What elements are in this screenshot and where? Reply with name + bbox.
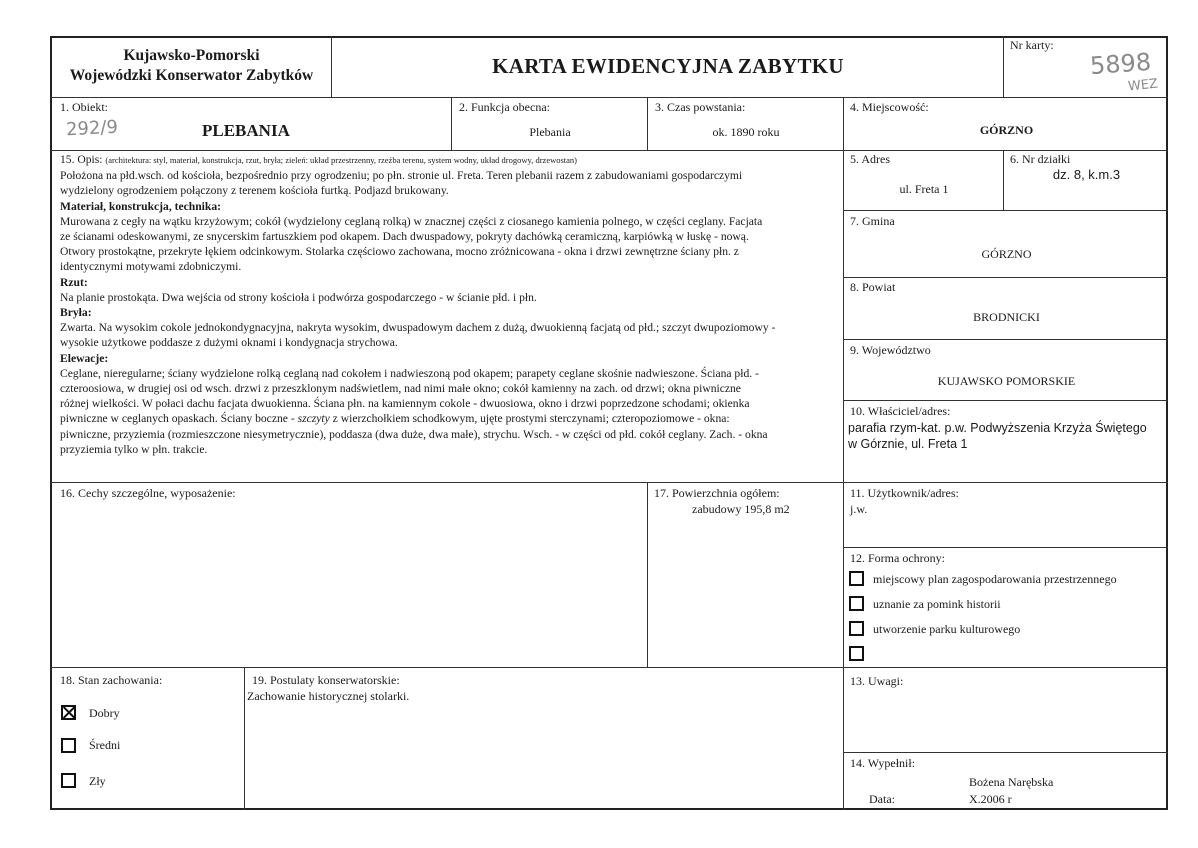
grid-line bbox=[50, 482, 1168, 483]
grid-line bbox=[843, 400, 1168, 401]
opis-text-line: wysokie użytkowe poddasze z dużymi oknami i kondygnacja strychowa. bbox=[60, 336, 398, 350]
grid-line bbox=[647, 482, 648, 667]
grid-line bbox=[843, 277, 1168, 278]
opis-text-line: różnej wielkości. W połaci dachu facjata dwuokienna. Ściana płn. na kamiennym cokole - dwuosiowa, okno i drzwi poprzedzone schodami; okienka bbox=[60, 397, 750, 411]
wypelnil-name: Bożena Narębska bbox=[969, 775, 1054, 789]
opis-text-line: Zwarta. Na wysokim cokole jednokondygnacyjna, nakryta wysokim, dwuspadowym dachem z dużą, dwuokienną facjatą od płd.; szczyt dwupoziomowy - bbox=[60, 321, 776, 335]
czas-value: ok. 1890 roku bbox=[712, 125, 780, 139]
stan-option-zly: Zły bbox=[89, 774, 106, 788]
dzialka-value: dz. 8, k.m.3 bbox=[1052, 167, 1121, 182]
ochrona-option-2: uznanie za pomink historii bbox=[873, 597, 1001, 611]
miejscowosc-label: 4. Miejscowość: bbox=[850, 100, 929, 114]
grid-line bbox=[1003, 150, 1004, 210]
grid-line bbox=[843, 339, 1168, 340]
grid-line bbox=[50, 150, 1168, 151]
grid-line bbox=[843, 210, 1168, 211]
opis-text-line: Położona na płd.wsch. od kościoła, bezpośrednio przy ogrodzeniu; po płn. stronie ul. Freta. Teren plebanii razem z zabudowaniami gospodarczymi bbox=[60, 169, 743, 183]
ochrona-checkbox-1[interactable] bbox=[849, 571, 864, 586]
opis-text-line: piwniczne, przyziemia (rozmieszczone niesymetrycznie), poddasza (dwa duże, dwa małe), strychu. Wsch. - w części od płd. cokół ceglany. Zach. - okna bbox=[60, 427, 768, 441]
wypelnil-label: 14. Wypełnił: bbox=[850, 756, 916, 770]
adres-value: ul. Freta 1 bbox=[899, 182, 949, 196]
opis-text-line: Otwory prostokątne, przekryte łękiem odcinkowym. Stolarka częściowo zachowana, mocno zróżnicowana - okna i drzwi zewnętrzne ściany płn. z bbox=[60, 245, 739, 259]
ochrona-option-3: utworzenie parku kulturowego bbox=[873, 622, 1021, 636]
powiat-label: 8. Powiat bbox=[850, 280, 896, 294]
card-number-handwritten: 5898 bbox=[1089, 47, 1152, 81]
wypelnil-date: X.2006 r bbox=[969, 792, 1012, 806]
stan-option-sredni: Średni bbox=[89, 738, 121, 752]
wojewodztwo-value: KUJAWSKO POMORSKIE bbox=[937, 374, 1076, 388]
grid-line bbox=[451, 97, 452, 150]
ochrona-label: 12. Forma ochrony: bbox=[850, 551, 945, 565]
stan-checkbox-dobry[interactable] bbox=[61, 705, 76, 720]
wypelnil-date-label: Data: bbox=[869, 792, 895, 806]
ochrona-checkbox-4[interactable] bbox=[849, 646, 864, 661]
powiat-value: BRODNICKI bbox=[973, 310, 1040, 324]
opis-heading-rzut: Rzut: bbox=[60, 275, 88, 289]
opis-text-line: wydzielony ogrodzeniem połączony z terenem kościoła furtką. Podjazd brukowany. bbox=[60, 184, 449, 198]
opis-text-line: Na planie prostokąta. Dwa wejścia od strony kościoła i podwórza gospodarczego - w ścianie płd. i płn. bbox=[60, 290, 537, 304]
miejscowosc-value: GÓRZNO bbox=[979, 123, 1034, 137]
stan-option-dobry: Dobry bbox=[89, 706, 120, 720]
grid-line bbox=[843, 547, 1168, 548]
opis-text-line: czteroosiowa, w drugiej osi od wsch. drzwi z przeszklonym nadświetlem, nad nimi małe okno; cokół kamienny na zach. od drzwi; okna piwniczne bbox=[60, 382, 741, 396]
grid-line bbox=[1003, 36, 1004, 97]
grid-line bbox=[244, 667, 245, 810]
uwagi-label: 13. Uwagi: bbox=[850, 674, 904, 688]
ochrona-checkbox-3[interactable] bbox=[849, 621, 864, 636]
wlasciciel-label: 10. Właściciel/adres: bbox=[850, 404, 951, 418]
grid-line bbox=[647, 97, 648, 150]
obiekt-label: 1. Obiekt: bbox=[60, 100, 108, 114]
opis-section bbox=[60, 152, 845, 468]
card-title: KARTA EWIDENCYJNA ZABYTKU bbox=[492, 54, 844, 78]
opis-text-line: ze ścianami odeskowanymi, ze snycerskim fartuszkiem pod okapem. Dach dwuspadowy, pokryty dachówką ceramiczną, karpiówką w łuskę - nową. bbox=[60, 230, 749, 244]
card-number-suffix: WEZ bbox=[1127, 76, 1159, 95]
opis-label: 15. Opis: bbox=[60, 153, 103, 166]
obiekt-ref-handwritten: 292/9 bbox=[65, 116, 119, 141]
opis-text-segment: z wierzchołkiem schodkowym, ujęte prostymi sterczynami; czteropoziomowe - okna: bbox=[329, 412, 730, 426]
stan-checkbox-sredni[interactable] bbox=[61, 738, 76, 753]
powierzchnia-label: 17. Powierzchnia ogółem: bbox=[654, 486, 780, 500]
opis-heading-bryla: Bryła: bbox=[60, 306, 92, 320]
ochrona-checkbox-2[interactable] bbox=[849, 596, 864, 611]
powierzchnia-value: zabudowy 195,8 m2 bbox=[692, 502, 790, 516]
wlasciciel-line1: parafia rzym-kat. p.w. Podwyższenia Krzyża Świętego bbox=[848, 421, 1147, 435]
opis-text-italic: szczyty bbox=[297, 412, 330, 426]
stan-label: 18. Stan zachowania: bbox=[60, 673, 163, 687]
postulaty-label: 19. Postulaty konserwatorskie: bbox=[252, 673, 400, 687]
grid-line bbox=[843, 752, 1168, 753]
wlasciciel-line2: w Górznie, ul. Freta 1 bbox=[848, 437, 968, 451]
card-number-label: Nr karty: bbox=[1010, 38, 1054, 52]
opis-text-line: identycznymi motywami zdobniczymi. bbox=[60, 260, 242, 274]
postulaty-value: Zachowanie historycznej stolarki. bbox=[247, 689, 410, 703]
funkcja-value: Plebania bbox=[529, 125, 571, 139]
opis-text-segment: piwniczne w ceglanych opaskach. Ściany boczne - bbox=[60, 412, 298, 426]
grid-line bbox=[331, 36, 332, 97]
czas-label: 3. Czas powstania: bbox=[655, 100, 746, 114]
adres-label: 5. Adres bbox=[850, 152, 890, 166]
uzytkownik-label: 11. Użytkownik/adres: bbox=[850, 486, 959, 500]
grid-line bbox=[50, 97, 1168, 98]
opis-text-line: Murowana z cegły na wątku krzyżowym; cokół (wydzielony ceglaną rolką) w znacznej części z ciosanego kamienia polnego, w części ceglany. Facjata bbox=[60, 214, 763, 228]
gmina-label: 7. Gmina bbox=[850, 214, 895, 228]
office-name-line2: Wojewódzki Konserwator Zabytków bbox=[69, 67, 314, 84]
wojewodztwo-label: 9. Województwo bbox=[850, 343, 931, 357]
stan-checkbox-zly[interactable] bbox=[61, 773, 76, 788]
opis-label-note: (architektura: styl, materiał, konstrukcja, rzut, bryła; zieleń: układ przestrzenny, rzeźba terenu, system wodny, układ drogowy, drzewostan) bbox=[105, 155, 578, 165]
opis-text-line: Ceglane, nieregularne; ściany wydzielone rolką ceglaną nad cokołem i nadwieszoną pod okapem; parapety ceglane skośnie nadwieszone. Ściana płd. - bbox=[60, 366, 759, 380]
gmina-value: GÓRZNO bbox=[981, 247, 1032, 261]
cechy-label: 16. Cechy szczególne, wyposażenie: bbox=[60, 486, 236, 500]
funkcja-label: 2. Funkcja obecna: bbox=[459, 100, 550, 114]
dzialka-label: 6. Nr działki bbox=[1010, 152, 1071, 166]
uzytkownik-value: j.w. bbox=[850, 502, 868, 516]
opis-heading-elewacje: Elewacje: bbox=[60, 351, 109, 365]
opis-text-line: przyziemia tylko w płn. trakcie. bbox=[60, 442, 208, 456]
office-name-line1: Kujawsko-Pomorski bbox=[123, 47, 260, 64]
opis-heading-material: Materiał, konstrukcja, technika: bbox=[60, 199, 222, 213]
obiekt-value: PLEBANIA bbox=[202, 121, 290, 140]
grid-line bbox=[50, 667, 1168, 668]
ochrona-option-1: miejscowy plan zagospodarowania przestrzennego bbox=[873, 572, 1117, 586]
